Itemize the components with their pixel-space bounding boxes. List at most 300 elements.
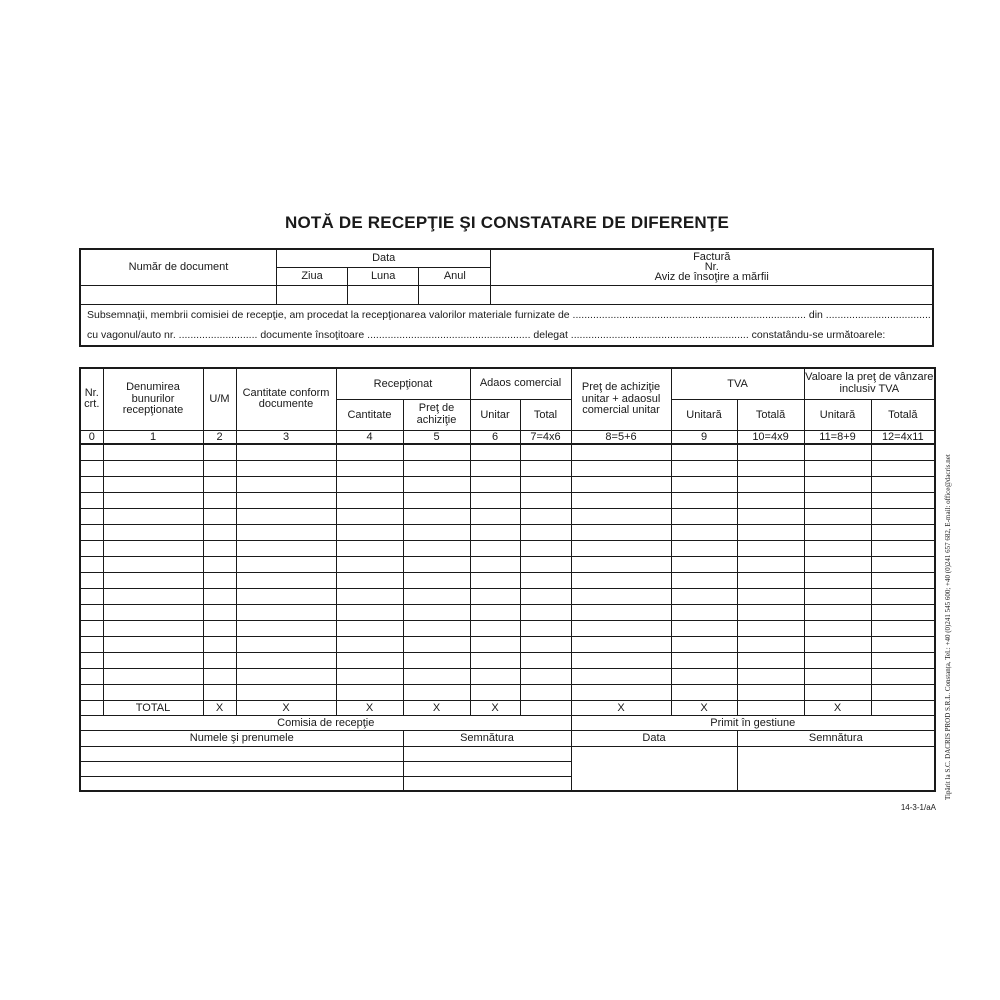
primit-data-label: Data xyxy=(571,730,737,746)
commission-name-field[interactable] xyxy=(80,746,403,761)
comisia-label: Comisia de recepţie xyxy=(80,715,571,730)
total-cell: X xyxy=(403,700,470,715)
table-cell[interactable] xyxy=(571,684,671,700)
declaration-line-2: cu vagonul/auto nr. ........................... documente însoţitoare ........................................................ delegat ............................................................. constatându-se următoarele: xyxy=(80,325,933,346)
table-cell[interactable] xyxy=(871,684,935,700)
table-cell[interactable] xyxy=(571,620,671,636)
table-cell[interactable] xyxy=(737,652,804,668)
table-cell[interactable] xyxy=(520,556,571,572)
col-tva-header: TVA xyxy=(671,368,804,399)
col-adaos-unitar-header: Unitar xyxy=(470,399,520,430)
table-cell[interactable] xyxy=(804,444,871,460)
table-cell[interactable] xyxy=(103,508,203,524)
commission-signature-field[interactable] xyxy=(403,746,571,761)
table-cell[interactable] xyxy=(671,508,737,524)
table-cell[interactable] xyxy=(103,684,203,700)
table-cell[interactable] xyxy=(336,668,403,684)
table-cell[interactable] xyxy=(80,604,103,620)
table-cell[interactable] xyxy=(336,444,403,460)
col-pret-achizitie-header: Preţ de achiziţie xyxy=(403,399,470,430)
table-cell[interactable] xyxy=(470,636,520,652)
table-cell[interactable] xyxy=(671,604,737,620)
table-cell[interactable] xyxy=(203,652,236,668)
numele-label: Numele şi prenumele xyxy=(80,730,403,746)
table-cell[interactable] xyxy=(236,604,336,620)
table-cell[interactable] xyxy=(671,444,737,460)
total-cell[interactable] xyxy=(80,700,103,715)
table-cell[interactable] xyxy=(520,652,571,668)
factura-label: Factură xyxy=(693,251,731,264)
table-cell[interactable] xyxy=(671,668,737,684)
semnatura-label: Semnătura xyxy=(403,730,571,746)
column-index-cell: 9 xyxy=(671,430,737,444)
table-cell[interactable] xyxy=(236,444,336,460)
declaration-line-1: Subsemnaţii, membrii comisiei de recepţie, am procedat la recepţionarea valorilor materiale furnizate de ................................................................................ din .................................... xyxy=(80,304,933,325)
table-cell[interactable] xyxy=(236,540,336,556)
col-valoare-totala-header: Totală xyxy=(871,399,935,430)
table-cell[interactable] xyxy=(103,476,203,492)
table-cell[interactable] xyxy=(236,476,336,492)
table-cell[interactable] xyxy=(236,684,336,700)
header-table xyxy=(79,248,934,347)
table-cell[interactable] xyxy=(103,524,203,540)
table-cell[interactable] xyxy=(520,508,571,524)
commission-signature-field[interactable] xyxy=(403,776,571,791)
table-row xyxy=(80,556,935,572)
factura-block xyxy=(491,249,933,285)
table-cell[interactable] xyxy=(470,620,520,636)
table-cell[interactable] xyxy=(203,636,236,652)
table-cell[interactable] xyxy=(236,460,336,476)
table-cell[interactable] xyxy=(737,556,804,572)
table-cell[interactable] xyxy=(336,652,403,668)
table-cell[interactable] xyxy=(871,476,935,492)
col-adaos-total-header: Total xyxy=(520,399,571,430)
column-index-row xyxy=(80,430,935,444)
table-cell[interactable] xyxy=(520,572,571,588)
table-cell[interactable] xyxy=(470,604,520,620)
table-row xyxy=(80,636,935,652)
table-cell[interactable] xyxy=(470,684,520,700)
table-cell[interactable] xyxy=(403,556,470,572)
table-cell[interactable] xyxy=(403,620,470,636)
table-cell[interactable] xyxy=(403,444,470,460)
table-row xyxy=(80,460,935,476)
table-row xyxy=(80,508,935,524)
table-row xyxy=(80,620,935,636)
luna-label: Luna xyxy=(348,267,419,285)
data-label: Data xyxy=(276,249,490,267)
table-cell[interactable] xyxy=(871,540,935,556)
table-cell[interactable] xyxy=(203,556,236,572)
table-cell[interactable] xyxy=(871,636,935,652)
table-cell[interactable] xyxy=(871,604,935,620)
table-cell[interactable] xyxy=(336,572,403,588)
col-denumirea-header: Denumirea bunurilor recepţionate xyxy=(103,368,203,430)
table-cell[interactable] xyxy=(520,588,571,604)
table-cell[interactable] xyxy=(470,668,520,684)
table-cell[interactable] xyxy=(804,588,871,604)
total-cell[interactable] xyxy=(520,700,571,715)
table-cell[interactable] xyxy=(103,572,203,588)
table-cell[interactable] xyxy=(804,636,871,652)
table-cell[interactable] xyxy=(236,636,336,652)
table-cell[interactable] xyxy=(737,572,804,588)
table-cell[interactable] xyxy=(203,668,236,684)
table-cell[interactable] xyxy=(520,476,571,492)
table-cell[interactable] xyxy=(520,444,571,460)
table-cell[interactable] xyxy=(470,524,520,540)
table-cell[interactable] xyxy=(103,492,203,508)
table-cell[interactable] xyxy=(203,444,236,460)
table-cell[interactable] xyxy=(470,652,520,668)
col-receptionat-header: Recepţionat xyxy=(336,368,470,399)
table-cell[interactable] xyxy=(403,460,470,476)
table-cell[interactable] xyxy=(737,620,804,636)
table-cell[interactable] xyxy=(403,492,470,508)
table-cell[interactable] xyxy=(520,524,571,540)
table-cell[interactable] xyxy=(336,508,403,524)
table-cell[interactable] xyxy=(203,620,236,636)
table-cell[interactable] xyxy=(671,652,737,668)
table-cell[interactable] xyxy=(403,524,470,540)
table-cell[interactable] xyxy=(804,684,871,700)
table-cell[interactable] xyxy=(236,668,336,684)
table-cell[interactable] xyxy=(871,460,935,476)
total-row xyxy=(80,700,935,715)
table-cell[interactable] xyxy=(520,604,571,620)
table-cell[interactable] xyxy=(737,460,804,476)
table-cell[interactable] xyxy=(737,476,804,492)
col-cantitate-doc-header: Cantitate conform documente xyxy=(236,368,336,430)
table-cell[interactable] xyxy=(804,652,871,668)
table-cell[interactable] xyxy=(403,668,470,684)
table-cell[interactable] xyxy=(103,668,203,684)
table-cell[interactable] xyxy=(804,556,871,572)
table-cell[interactable] xyxy=(737,524,804,540)
ziua-field[interactable] xyxy=(276,285,347,304)
ziua-label: Ziua xyxy=(276,267,347,285)
table-cell[interactable] xyxy=(671,572,737,588)
table-cell[interactable] xyxy=(671,540,737,556)
table-cell[interactable] xyxy=(804,524,871,540)
column-index-cell: 4 xyxy=(336,430,403,444)
table-cell[interactable] xyxy=(403,636,470,652)
table-cell[interactable] xyxy=(80,492,103,508)
table-cell[interactable] xyxy=(737,588,804,604)
total-cell[interactable] xyxy=(737,700,804,715)
form-code: 14-3-1/aA xyxy=(900,803,936,812)
table-cell[interactable] xyxy=(336,588,403,604)
table-row xyxy=(80,668,935,684)
table-cell[interactable] xyxy=(336,604,403,620)
table-cell[interactable] xyxy=(470,588,520,604)
table-cell[interactable] xyxy=(80,508,103,524)
column-index-cell: 5 xyxy=(403,430,470,444)
table-cell[interactable] xyxy=(203,460,236,476)
table-cell[interactable] xyxy=(871,508,935,524)
table-cell[interactable] xyxy=(103,444,203,460)
table-cell[interactable] xyxy=(203,492,236,508)
table-cell[interactable] xyxy=(336,620,403,636)
table-cell[interactable] xyxy=(571,492,671,508)
table-cell[interactable] xyxy=(737,540,804,556)
table-row xyxy=(80,444,935,460)
table-cell[interactable] xyxy=(571,668,671,684)
table-cell[interactable] xyxy=(871,444,935,460)
col-nr-header: Nr. crt. xyxy=(80,368,103,430)
table-row xyxy=(80,652,935,668)
luna-field[interactable] xyxy=(348,285,419,304)
column-index-cell: 7=4x6 xyxy=(520,430,571,444)
table-cell[interactable] xyxy=(871,620,935,636)
total-cell: X xyxy=(470,700,520,715)
anul-field[interactable] xyxy=(419,285,491,304)
total-cell: X xyxy=(236,700,336,715)
table-cell[interactable] xyxy=(80,652,103,668)
table-cell[interactable] xyxy=(203,524,236,540)
table-cell[interactable] xyxy=(470,476,520,492)
col-um-header: U/M xyxy=(203,368,236,430)
table-cell[interactable] xyxy=(571,572,671,588)
table-cell[interactable] xyxy=(571,540,671,556)
table-cell[interactable] xyxy=(336,556,403,572)
table-cell[interactable] xyxy=(336,492,403,508)
table-cell[interactable] xyxy=(403,476,470,492)
table-cell[interactable] xyxy=(103,556,203,572)
table-cell[interactable] xyxy=(403,540,470,556)
table-cell[interactable] xyxy=(103,636,203,652)
table-cell[interactable] xyxy=(571,556,671,572)
table-cell[interactable] xyxy=(520,636,571,652)
table-cell[interactable] xyxy=(236,652,336,668)
anul-label: Anul xyxy=(419,267,491,285)
total-cell: X xyxy=(671,700,737,715)
table-cell[interactable] xyxy=(103,620,203,636)
table-cell[interactable] xyxy=(671,620,737,636)
primit-data-field[interactable] xyxy=(571,746,737,791)
table-cell[interactable] xyxy=(236,556,336,572)
table-cell[interactable] xyxy=(571,604,671,620)
table-cell[interactable] xyxy=(470,492,520,508)
table-cell[interactable] xyxy=(470,460,520,476)
total-cell: X xyxy=(571,700,671,715)
table-cell[interactable] xyxy=(336,540,403,556)
table-cell[interactable] xyxy=(470,508,520,524)
table-cell[interactable] xyxy=(571,460,671,476)
table-cell[interactable] xyxy=(80,540,103,556)
table-cell[interactable] xyxy=(571,524,671,540)
table-row xyxy=(80,684,935,700)
table-cell[interactable] xyxy=(403,652,470,668)
table-row xyxy=(80,604,935,620)
column-index-cell: 3 xyxy=(236,430,336,444)
table-cell[interactable] xyxy=(103,540,203,556)
table-cell[interactable] xyxy=(804,668,871,684)
table-cell[interactable] xyxy=(871,588,935,604)
table-cell[interactable] xyxy=(203,476,236,492)
col-adaos-header: Adaos comercial xyxy=(470,368,571,399)
table-cell[interactable] xyxy=(336,636,403,652)
table-cell[interactable] xyxy=(520,620,571,636)
table-row xyxy=(80,572,935,588)
table-cell[interactable] xyxy=(737,492,804,508)
table-cell[interactable] xyxy=(671,588,737,604)
table-cell[interactable] xyxy=(80,668,103,684)
table-cell[interactable] xyxy=(520,668,571,684)
table-cell[interactable] xyxy=(571,476,671,492)
table-cell[interactable] xyxy=(871,556,935,572)
table-cell[interactable] xyxy=(804,508,871,524)
table-cell[interactable] xyxy=(80,524,103,540)
col-cantitate-header: Cantitate xyxy=(336,399,403,430)
column-index-cell: 8=5+6 xyxy=(571,430,671,444)
table-cell[interactable] xyxy=(520,684,571,700)
table-cell[interactable] xyxy=(871,492,935,508)
col-tva-totala-header: Totală xyxy=(737,399,804,430)
table-row xyxy=(80,524,935,540)
table-cell[interactable] xyxy=(737,604,804,620)
table-cell[interactable] xyxy=(203,572,236,588)
table-cell[interactable] xyxy=(671,636,737,652)
table-cell[interactable] xyxy=(804,460,871,476)
col-pret-adaos-header: Preţ de achiziţie unitar + adaosul comercial unitar xyxy=(571,368,671,430)
table-cell[interactable] xyxy=(80,620,103,636)
table-cell[interactable] xyxy=(520,540,571,556)
table-row xyxy=(80,588,935,604)
table-cell[interactable] xyxy=(571,636,671,652)
aviz-label: Aviz de însoţire a mărfii xyxy=(654,271,769,284)
table-cell[interactable] xyxy=(336,684,403,700)
table-cell[interactable] xyxy=(737,636,804,652)
table-cell[interactable] xyxy=(571,588,671,604)
table-cell[interactable] xyxy=(403,572,470,588)
table-cell[interactable] xyxy=(236,508,336,524)
table-cell[interactable] xyxy=(737,508,804,524)
numar-document-label: Număr de document xyxy=(80,249,276,285)
table-cell[interactable] xyxy=(671,476,737,492)
table-cell[interactable] xyxy=(236,572,336,588)
table-cell[interactable] xyxy=(236,524,336,540)
commission-name-field[interactable] xyxy=(80,776,403,791)
table-cell[interactable] xyxy=(203,604,236,620)
table-cell[interactable] xyxy=(804,604,871,620)
table-cell[interactable] xyxy=(80,572,103,588)
column-index-cell: 12=4x11 xyxy=(871,430,935,444)
table-cell[interactable] xyxy=(80,556,103,572)
factura-field[interactable] xyxy=(491,285,933,304)
table-cell[interactable] xyxy=(236,620,336,636)
col-valoare-header: Valoare la preţ de vânzare inclusiv TVA xyxy=(804,368,935,399)
column-index-cell: 6 xyxy=(470,430,520,444)
table-cell[interactable] xyxy=(203,684,236,700)
table-cell[interactable] xyxy=(236,492,336,508)
col-tva-unitara-header: Unitară xyxy=(671,399,737,430)
table-cell[interactable] xyxy=(403,684,470,700)
table-cell[interactable] xyxy=(671,684,737,700)
table-cell[interactable] xyxy=(737,444,804,460)
table-cell[interactable] xyxy=(80,444,103,460)
table-cell[interactable] xyxy=(336,524,403,540)
table-cell[interactable] xyxy=(103,652,203,668)
table-cell[interactable] xyxy=(203,540,236,556)
table-cell[interactable] xyxy=(103,588,203,604)
table-cell[interactable] xyxy=(470,572,520,588)
total-cell: X xyxy=(336,700,403,715)
table-cell[interactable] xyxy=(520,492,571,508)
table-cell[interactable] xyxy=(671,524,737,540)
table-cell[interactable] xyxy=(80,636,103,652)
table-row xyxy=(80,492,935,508)
commission-signature-field[interactable] xyxy=(403,761,571,776)
table-cell[interactable] xyxy=(520,460,571,476)
table-cell[interactable] xyxy=(80,588,103,604)
table-cell[interactable] xyxy=(80,684,103,700)
item-rows xyxy=(80,444,935,700)
table-cell[interactable] xyxy=(571,444,671,460)
table-cell[interactable] xyxy=(871,652,935,668)
reception-table xyxy=(79,367,936,792)
table-cell[interactable] xyxy=(871,572,935,588)
column-index-cell: 2 xyxy=(203,430,236,444)
table-cell[interactable] xyxy=(403,604,470,620)
table-cell[interactable] xyxy=(871,524,935,540)
table-cell[interactable] xyxy=(80,476,103,492)
table-cell[interactable] xyxy=(470,540,520,556)
primit-label: Primit în gestiune xyxy=(571,715,935,730)
table-cell[interactable] xyxy=(470,556,520,572)
table-cell[interactable] xyxy=(804,620,871,636)
table-cell[interactable] xyxy=(737,668,804,684)
table-cell[interactable] xyxy=(871,668,935,684)
table-cell[interactable] xyxy=(336,460,403,476)
table-cell[interactable] xyxy=(203,508,236,524)
table-cell[interactable] xyxy=(80,460,103,476)
table-cell[interactable] xyxy=(336,476,403,492)
printer-imprint: Tipărit la S.C. DACRIS PROD S.R.L. Constanța, Tel.: +40 (0)241 545 600; +40 (0)241 657 682, E-mail: office@dacris.net xyxy=(944,454,952,800)
table-cell[interactable] xyxy=(571,508,671,524)
total-cell[interactable] xyxy=(871,700,935,715)
table-cell[interactable] xyxy=(671,460,737,476)
column-index-cell: 1 xyxy=(103,430,203,444)
table-cell[interactable] xyxy=(671,492,737,508)
total-label: TOTAL xyxy=(103,700,203,715)
column-index-cell: 11=8+9 xyxy=(804,430,871,444)
table-cell[interactable] xyxy=(804,476,871,492)
table-row xyxy=(80,540,935,556)
table-cell[interactable] xyxy=(737,684,804,700)
table-cell[interactable] xyxy=(403,588,470,604)
table-cell[interactable] xyxy=(804,492,871,508)
numar-document-field[interactable] xyxy=(80,285,276,304)
table-cell[interactable] xyxy=(571,652,671,668)
table-cell[interactable] xyxy=(103,604,203,620)
table-cell[interactable] xyxy=(804,540,871,556)
table-cell[interactable] xyxy=(671,556,737,572)
table-cell[interactable] xyxy=(403,508,470,524)
primit-semnatura-field[interactable] xyxy=(737,746,935,791)
table-cell[interactable] xyxy=(470,444,520,460)
total-cell: X xyxy=(203,700,236,715)
table-cell[interactable] xyxy=(203,588,236,604)
document-title: NOTĂ DE RECEPŢIE ŞI CONSTATARE DE DIFERENŢE xyxy=(284,213,730,232)
commission-name-field[interactable] xyxy=(80,761,403,776)
table-cell[interactable] xyxy=(236,588,336,604)
table-cell[interactable] xyxy=(804,572,871,588)
table-cell[interactable] xyxy=(103,460,203,476)
col-valoare-unitara-header: Unitară xyxy=(804,399,871,430)
column-index-cell: 0 xyxy=(80,430,103,444)
